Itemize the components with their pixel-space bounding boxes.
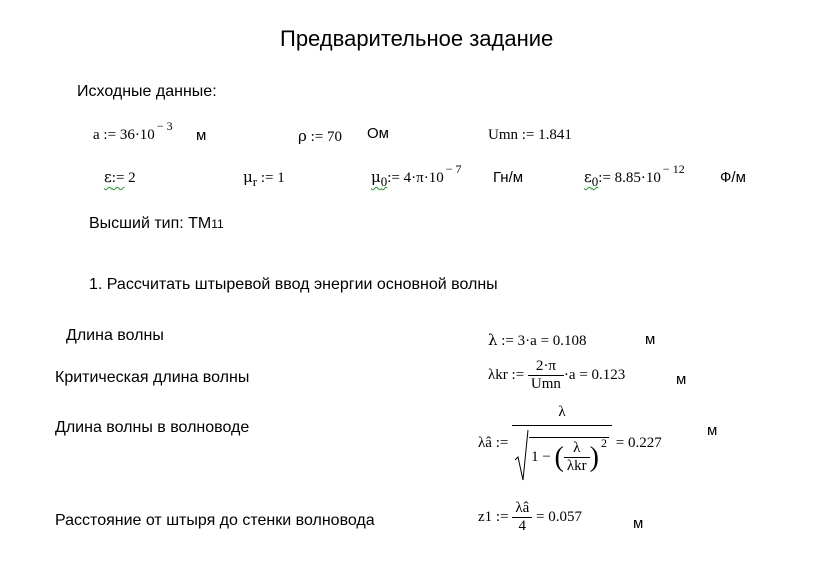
param-rho: ρ := 70 — [298, 127, 342, 145]
formula-distance: z1 := $\frac{\lambda â}{4}$ = 0.057 — [478, 500, 582, 534]
page-title: Предварительное задание — [280, 26, 554, 51]
formula-critical-wavelength: λkr := $\frac{2\cdot\pi}{\text{Umn}}$ ·a = 0.123 — [488, 358, 626, 392]
formula-guide-wavelength: λâ := λ 1 − ( $\frac{\lambda}{\text{λkr}}$ ) $^2$ = 0.227 — [478, 404, 662, 482]
param-mu-r: $\mu_r$ := 1 — [243, 168, 285, 189]
param-eps0-unit: Ф/м — [720, 169, 746, 186]
initial-data-heading: Исходные данные: — [77, 83, 217, 100]
param-eps0: $\varepsilon_0:= 8.85\cdot 10^{- 12}$ — [584, 162, 685, 189]
row-label-guide-wavelength: Длина волны в волноводе — [55, 419, 250, 436]
param-a: a := $36\cdot 10^{- 3}$ — [93, 119, 173, 143]
row-label-critical-wavelength: Критическая длина волны — [55, 369, 250, 386]
param-mu0: $\mu_0:= 4\cdot\pi\cdot 10^{- 7}$ — [371, 162, 462, 189]
row-label-wavelength: Длина волны — [66, 327, 164, 344]
sqrt-sign — [515, 430, 529, 482]
param-rho-unit: Ом — [367, 125, 389, 142]
unit-guide-wavelength: м — [707, 422, 718, 439]
unit-distance: м — [633, 515, 644, 532]
param-mu0-unit: Гн/м — [493, 169, 524, 186]
unit-critical-wavelength: м — [676, 371, 687, 388]
task-heading: 1. Рассчитать штыревой ввод энергии основной волны — [89, 276, 498, 293]
unit-wavelength: м — [645, 331, 656, 348]
highest-type: Высший тип: ТМ11 — [89, 215, 224, 232]
param-umn: Umn := 1.841 — [488, 127, 572, 143]
param-a-unit: м — [196, 127, 207, 144]
row-label-distance: Расстояние от штыря до стенки волновода — [55, 512, 375, 529]
formula-wavelength: λ := 3·a = 0.108 — [488, 331, 587, 349]
param-eps: ε:= 2 — [104, 168, 136, 186]
